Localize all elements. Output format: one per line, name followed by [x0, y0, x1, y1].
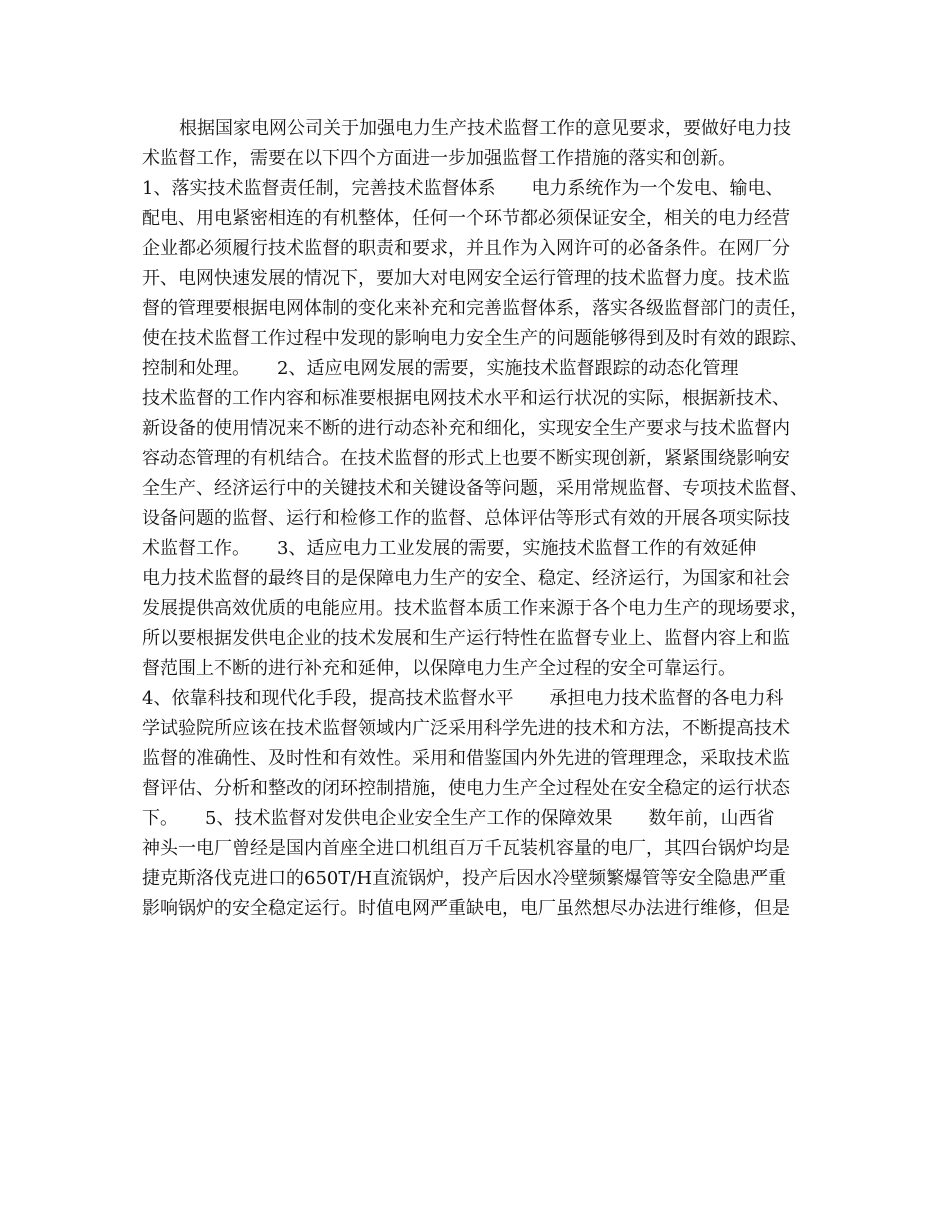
- text-line: 1、落实技术监督责任制，完善技术监督体系 电力系统作为一个发电、输电、: [142, 178, 784, 199]
- text-line: 容动态管理的有机结合。在技术监督的形式上也要不断实现创新，紧紧围绕影响安: [142, 448, 790, 469]
- text-line: 督范围上不断的进行补充和延伸，以保障电力生产全过程的安全可靠运行。: [142, 658, 736, 679]
- text-line: 技术监督的工作内容和标准要根据电网技术水平和运行状况的实际，根据新技术、: [142, 388, 790, 409]
- text-line: 术监督工作，需要在以下四个方面进一步加强监督工作措施的落实和创新。: [142, 148, 736, 169]
- text-line: 学试验院所应该在技术监督领域内广泛采用科学先进的技术和方法，不断提高技术: [142, 718, 790, 739]
- text-line: 全生产、经济运行中的关键技术和关键设备等问题，采用常规监督、专项技术监督、: [142, 478, 808, 499]
- text-line: 根据国家电网公司关于加强电力生产技术监督工作的意见要求，要做好电力技: [179, 118, 791, 139]
- text-line: 发展提供高效优质的电能应用。技术监督本质工作来源于各个电力生产的现场要求，: [142, 598, 808, 619]
- text-line: 监督的准确性、及时性和有效性。采用和借鉴国内外先进的管理理念，采取技术监: [142, 748, 790, 769]
- text-line: 新设备的使用情况来不断的进行动态补充和细化，实现安全生产要求与技术监督内: [142, 418, 790, 439]
- text-line: 神头一电厂曾经是国内首座全进口机组百万千瓦装机容量的电厂，其四台锅炉均是: [142, 838, 790, 859]
- text-line: 企业都必须履行技术监督的职责和要求，并且作为入网许可的必备条件。在网厂分: [142, 238, 790, 259]
- text-line: 影响锅炉的安全稳定运行。时值电网严重缺电，电厂虽然想尽办法进行维修，但是: [142, 898, 790, 919]
- text-line: 所以要根据发供电企业的技术发展和生产运行特性在监督专业上、监督内容上和监: [142, 628, 790, 649]
- text-line: 下。 5、技术监督对发供电企业安全生产工作的保障效果 数年前，山西省: [142, 808, 775, 829]
- text-line: 开、电网快速发展的情况下，要加大对电网安全运行管理的技术监督力度。技术监: [142, 268, 790, 289]
- body-text: [142, 114, 832, 924]
- text-line: 配电、用电紧密相连的有机整体，任何一个环节都必须保证安全，相关的电力经营: [142, 208, 790, 229]
- text-line: 电力技术监督的最终目的是保障电力生产的安全、稳定、经济运行，为国家和社会: [142, 568, 790, 589]
- text-line: 术监督工作。 3、适应电力工业发展的需要，实施技术监督工作的有效延伸: [142, 538, 757, 559]
- text-line: 捷克斯洛伐克进口的650T/H直流锅炉，投产后因水冷壁频繁爆管等安全隐患严重: [142, 868, 787, 889]
- text-line: 设备问题的监督、运行和检修工作的监督、总体评估等形式有效的开展各项实际技: [142, 508, 790, 529]
- text-line: 使在技术监督工作过程中发现的影响电力安全生产的问题能够得到及时有效的跟踪、: [142, 328, 808, 349]
- text-line: 督评估、分析和整改的闭环控制措施，使电力生产全过程处在安全稳定的运行状态: [142, 778, 790, 799]
- text-line: 4、依靠科技和现代化手段，提高技术监督水平 承担电力技术监督的各电力科: [142, 688, 784, 709]
- text-line: 督的管理要根据电网体制的变化来补充和完善监督体系，落实各级监督部门的责任，: [142, 298, 808, 319]
- text-line: 控制和处理。 2、适应电网发展的需要，实施技术监督跟踪的动态化管理: [142, 358, 739, 379]
